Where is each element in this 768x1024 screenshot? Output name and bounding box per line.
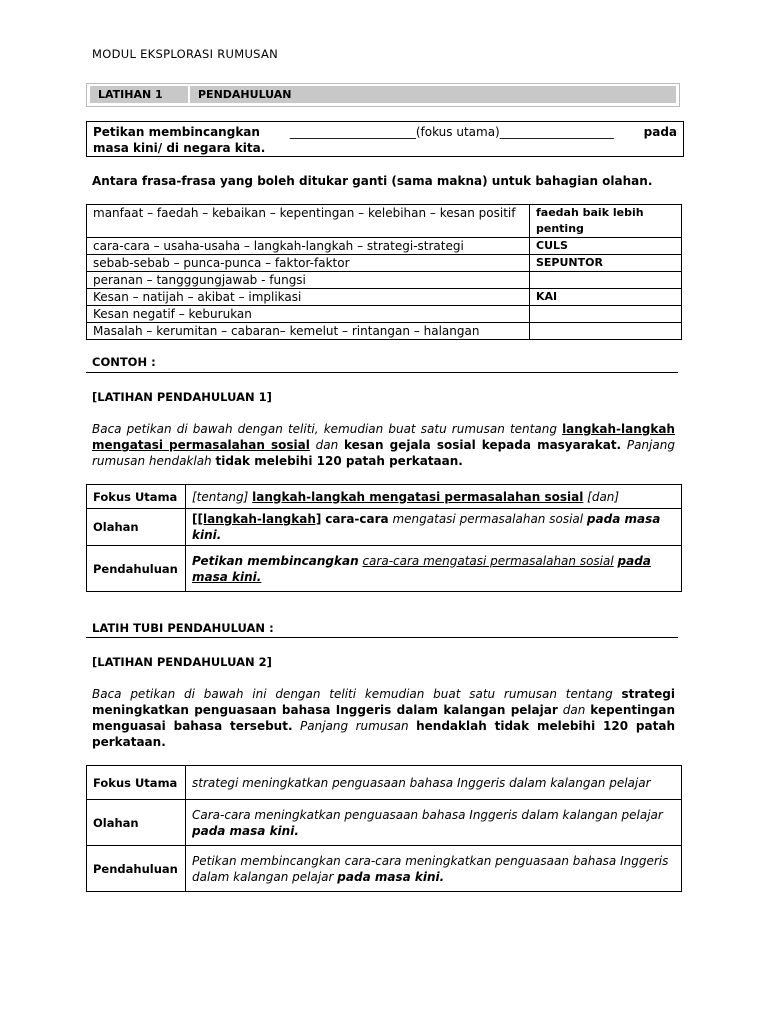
exercise2-label: [LATIHAN PENDAHULUAN 2] <box>92 655 272 669</box>
divider <box>86 637 678 638</box>
divider <box>86 372 678 373</box>
latih-tubi-label: LATIH TUBI PENDAHULUAN : <box>92 621 274 635</box>
table-row: cara-cara – usaha-usaha – langkah-langkah – strategi-strategi CULS <box>87 238 682 255</box>
exercise2-table <box>86 765 682 892</box>
table-row: Pendahuluan Petikan membincangkan cara-cara meningkatkan penguasaan bahasa Inggeris dalam kalangan pelajar pada masa kini. <box>87 846 682 892</box>
table-row: manfaat – faedah – kebaikan – kepentingan – kelebihan – kesan positif faedah baik lebih penting <box>87 205 682 238</box>
intro-blank: _____________________(fokus utama)___________________ <box>289 125 614 139</box>
table-row: Olahan [[langkah-langkah] cara-cara mengatasi permasalahan sosial pada masa kini. <box>87 509 682 546</box>
contoh-label: CONTOH : <box>92 355 156 369</box>
exercise-topic: PENDAHULUAN <box>190 86 676 103</box>
table-row: sebab-sebab – punca-punca – faktor-faktor SEPUNTOR <box>87 255 682 272</box>
exercise-number: LATIHAN 1 <box>90 86 188 103</box>
synonym-heading: Antara frasa-frasa yang boleh ditukar ganti (sama makna) untuk bahagian olahan. <box>92 174 653 188</box>
exercise-title-bar <box>86 83 680 107</box>
exercise1-table <box>86 484 682 592</box>
intro-pada: pada <box>643 125 677 139</box>
table-row: Fokus Utama [tentang] langkah-langkah mengatasi permasalahan sosial [dan] <box>87 485 682 509</box>
intro-template-box <box>86 121 684 157</box>
exercise1-instructions: Baca petikan di bawah dengan teliti, kemudian buat satu rumusan tentang langkah-langkah mengatasi permasalahan sosial dan kesan gejala sosial kepada masyarakat. Panjang rumusan hendaklah tidak melebihi 120 patah perkataan. <box>92 422 675 468</box>
table-row: Kesan – natijah – akibat – implikasi KAI <box>87 289 682 306</box>
module-header: MODUL EKSPLORASI RUMUSAN <box>92 47 279 61</box>
table-row: Kesan negatif – keburukan <box>87 306 682 323</box>
table-row: Masalah – kerumitan – cabaran– kemelut – rintangan – halangan <box>87 323 682 340</box>
table-row: Olahan Cara-cara meningkatkan penguasaan bahasa Inggeris dalam kalangan pelajar pada masa kini. <box>87 800 682 846</box>
table-row: Fokus Utama strategi meningkatkan penguasaan bahasa Inggeris dalam kalangan pelajar <box>87 766 682 800</box>
exercise2-instructions: Baca petikan di bawah ini dengan teliti kemudian buat satu rumusan tentang strategi meningkatkan penguasaan bahasa Inggeris dalam kalangan pelajar dan kepentingan menguasai bahasa tersebut. Panjang rumusan hendaklah tidak melebihi 120 patah perkataan. <box>92 687 675 749</box>
intro-end: masa kini/ di negara kita. <box>93 141 266 155</box>
synonym-table <box>86 204 682 340</box>
intro-start: Petikan membincangkan <box>93 125 260 139</box>
exercise1-label: [LATIHAN PENDAHULUAN 1] <box>92 390 272 404</box>
table-row: peranan – tangggungjawab - fungsi <box>87 272 682 289</box>
table-row: Pendahuluan Petikan membincangkan cara-cara mengatasi permasalahan sosial pada masa kini. <box>87 546 682 592</box>
